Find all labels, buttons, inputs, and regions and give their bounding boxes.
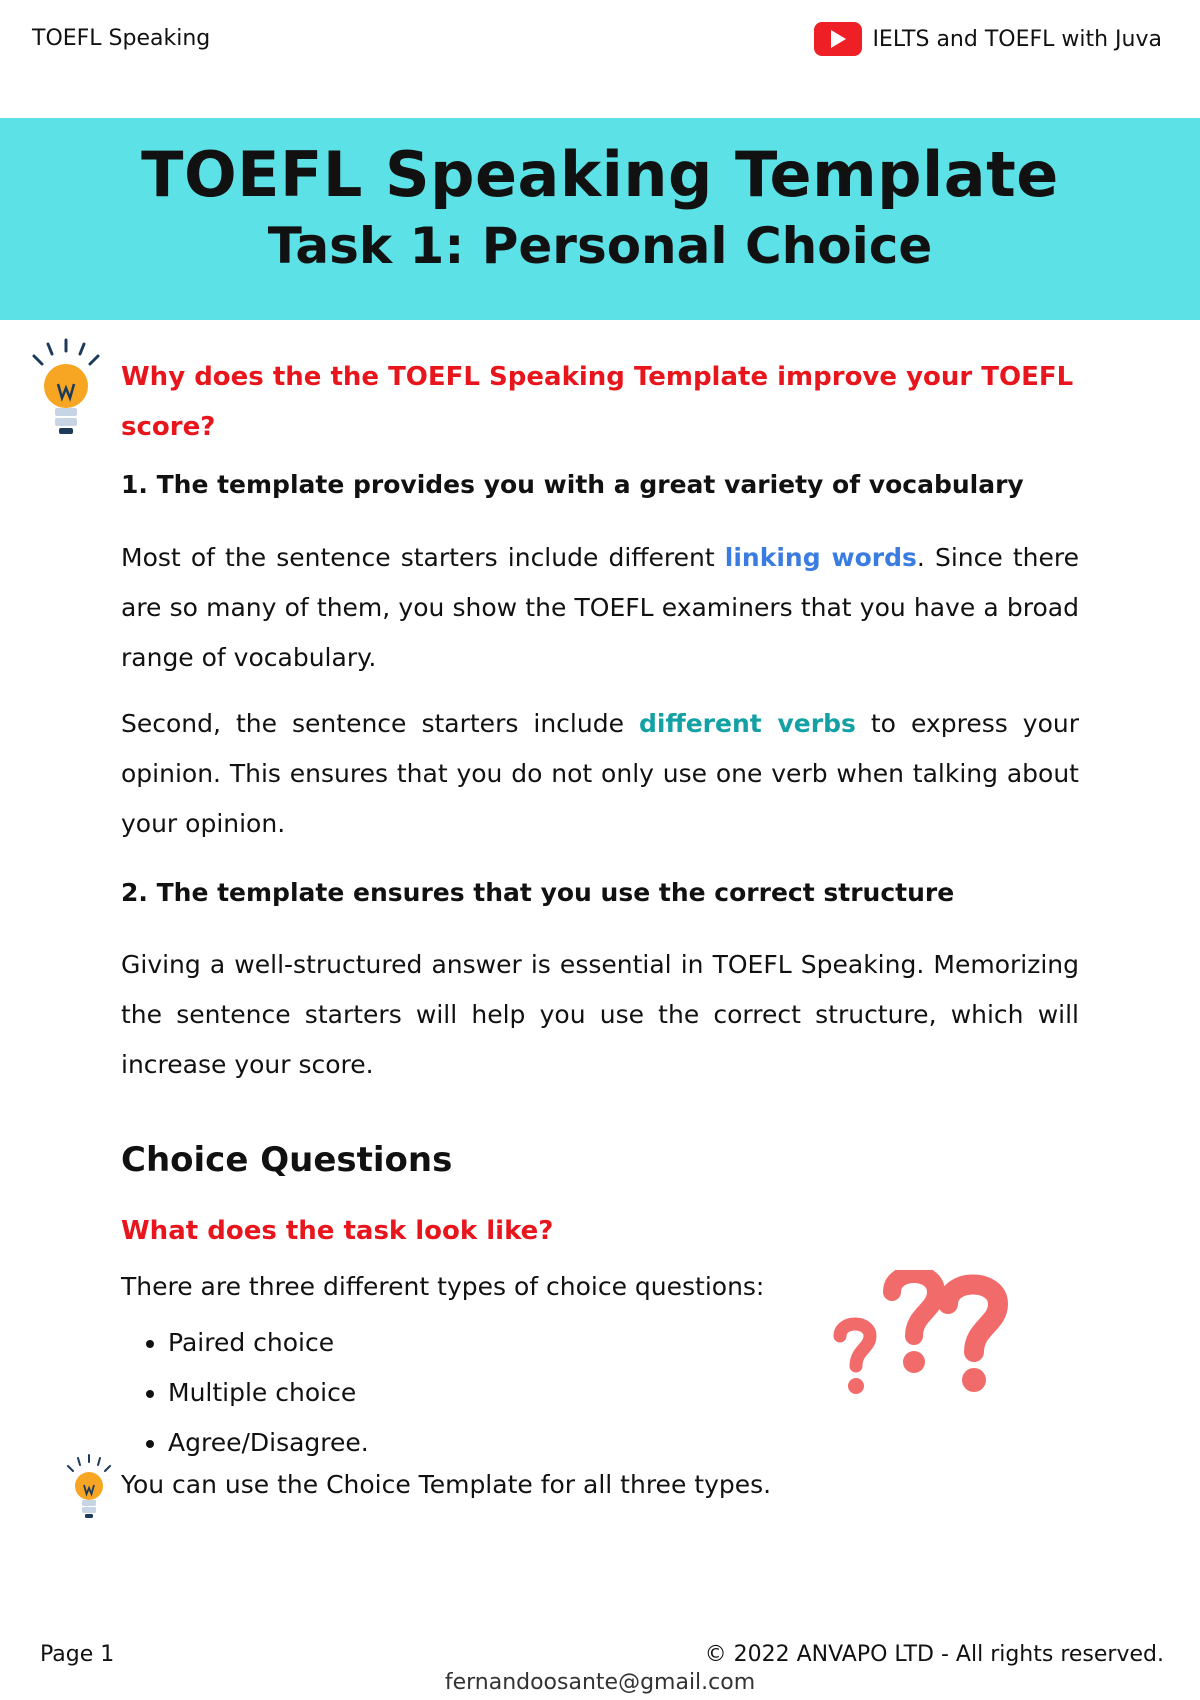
task-look-heading: What does the task look like?: [121, 1216, 554, 1246]
page-number: Page 1: [40, 1642, 115, 1667]
copyright: © 2022 ANVAPO LTD - All rights reserved.: [704, 1642, 1164, 1667]
choice-questions-heading: Choice Questions: [121, 1140, 453, 1180]
section1-heading: 1. The template provides you with a great variety of vocabulary: [121, 470, 1024, 499]
lightbulb-icon: [28, 338, 108, 448]
section1-paragraph2: [121, 699, 1079, 849]
page-subtitle: Task 1: Personal Choice: [267, 217, 933, 275]
question-marks-icon: [820, 1270, 1020, 1460]
section2-paragraph: Giving a well-structured answer is essential in TOEFL Speaking. Memorizing the sentence starters will help you use the correct structure, which will increase your score.: [121, 950, 1079, 1079]
title-banner: [0, 118, 1200, 320]
footer-email: fernandoosante@gmail.com: [444, 1670, 756, 1695]
why-question: Why does the the TOEFL Speaking Template improve your TOEFL score?: [121, 362, 1074, 442]
list-item: • Multiple choice: [168, 1368, 369, 1418]
text-span: Most of the sentence starters include different: [121, 543, 725, 572]
list-item: • Paired choice: [168, 1318, 369, 1368]
choice-template-note: You can use the Choice Template for all three types.: [121, 1470, 772, 1499]
list-item: • Agree/Disagree.: [168, 1418, 369, 1468]
text-span: . Since there are so many of them, you show the TOEFL examiners that you have a broad range of vocabulary.: [121, 543, 1080, 672]
different-verbs-highlight: different verbs: [639, 709, 856, 738]
lightbulb-icon: [64, 1454, 114, 1528]
text-span: to express your opinion. This ensures that you do not only use one verb when talking about your opinion.: [121, 709, 1079, 838]
section1-paragraph1: [121, 533, 1079, 683]
choice-type-list: [134, 1318, 369, 1468]
choice-intro: There are three different types of choice questions:: [121, 1272, 765, 1301]
linking-words-highlight: linking words: [724, 543, 917, 572]
text-span: Second, the sentence starters include: [121, 709, 639, 738]
page-title: TOEFL Speaking Template: [141, 138, 1059, 211]
header-channel[interactable]: [814, 22, 1162, 56]
section2-heading: 2. The template ensures that you use the correct structure: [121, 878, 955, 907]
youtube-icon: [814, 22, 862, 56]
header-left-title: TOEFL Speaking: [32, 26, 211, 51]
channel-name: IELTS and TOEFL with Juva: [872, 26, 1162, 52]
